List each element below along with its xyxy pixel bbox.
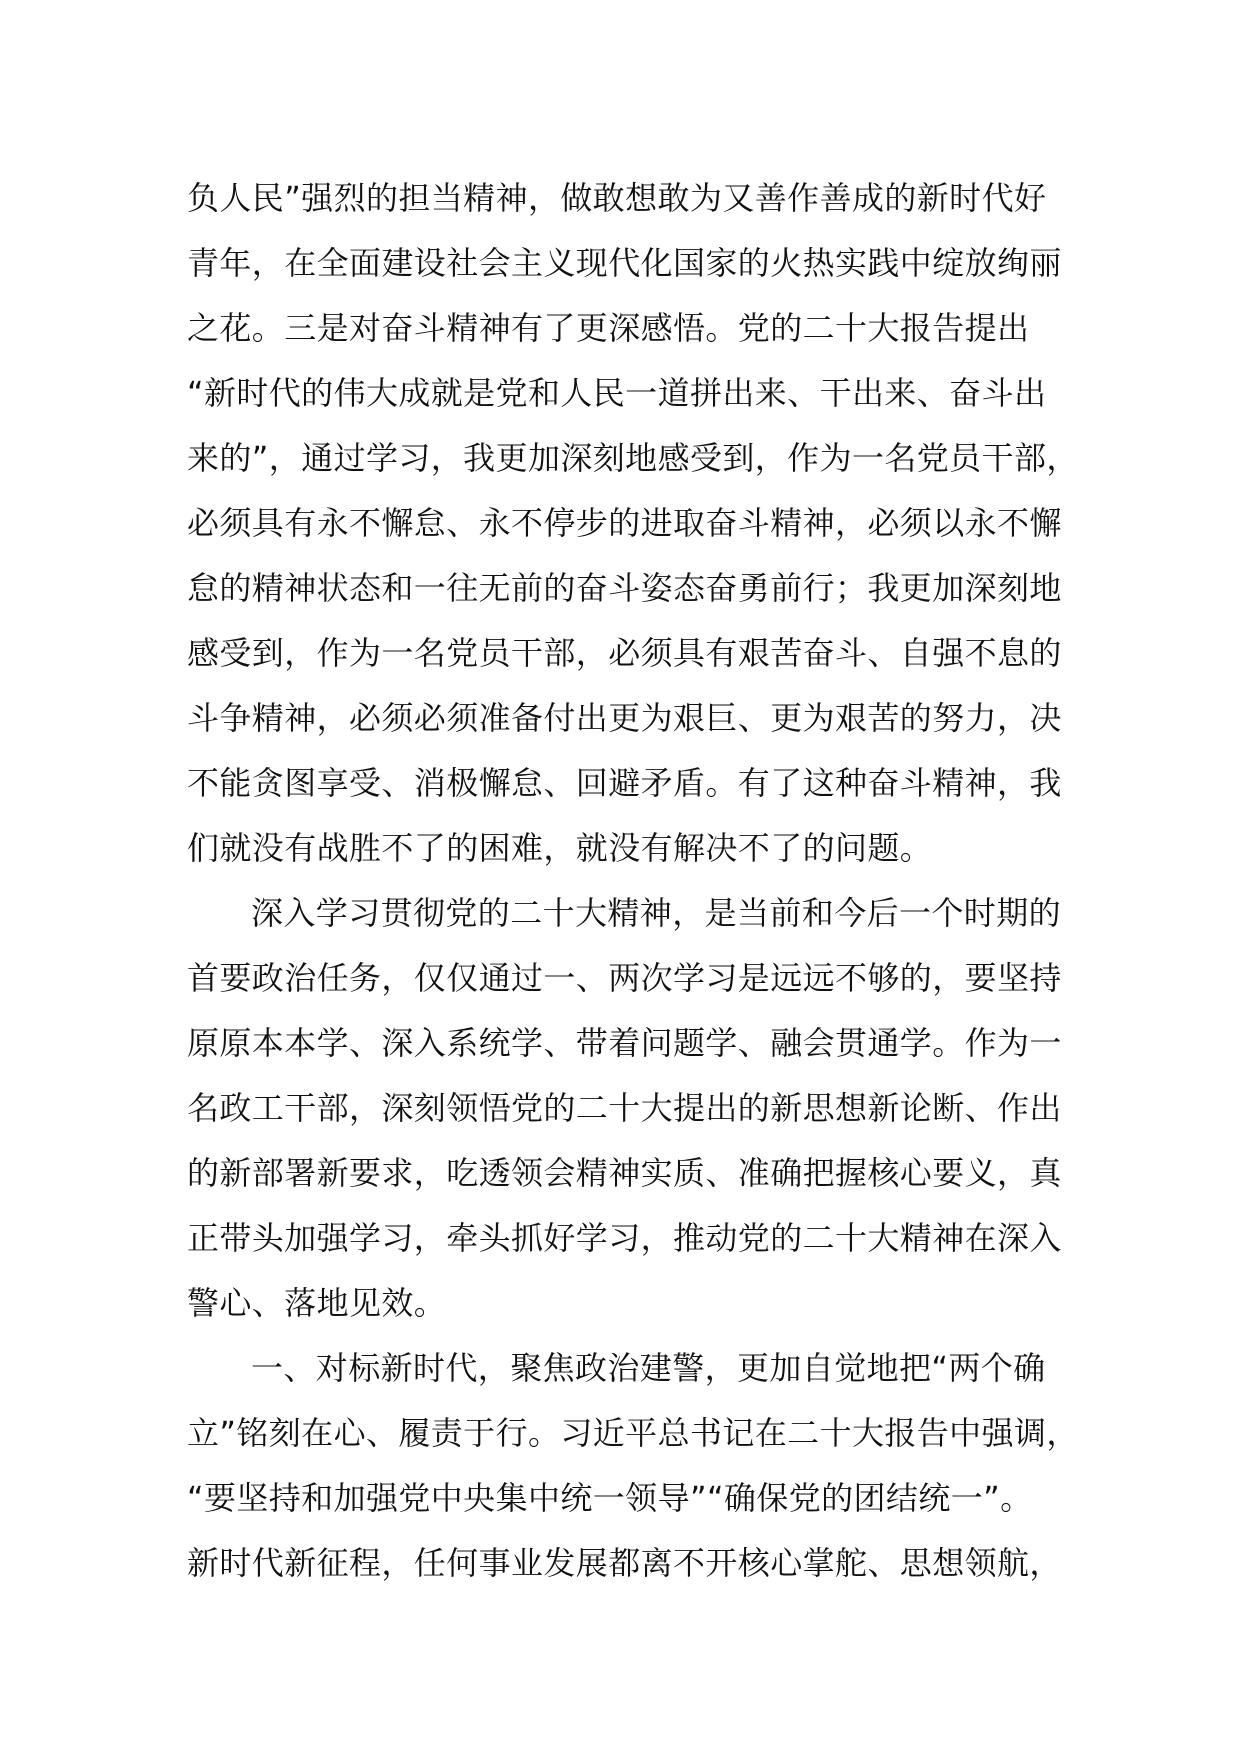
paragraph-first-line: 一、对标新时代，聚焦政治建警，更加自觉地把“两个确: [251, 1349, 1046, 1387]
text-line: 们就没有战胜不了的困难，就没有解决不了的问题。: [187, 829, 933, 867]
text-line: 警心、落地见效。: [187, 1284, 447, 1322]
text-line: 必须具有永不懈怠、永不停步的进取奋斗精神，必须以永不懈: [187, 504, 1062, 542]
text-line: 斗争精神，必须必须准备付出更为艰巨、更为艰苦的努力，决: [187, 699, 1062, 737]
text-line: 之花。三是对奋斗精神有了更深感悟。党的二十大报告提出: [187, 309, 1030, 347]
text-line: 不能贪图享受、消极懈怠、回避矛盾。有了这种奋斗精神，我: [187, 764, 1062, 802]
text-line: 正带头加强学习，牵头抓好学习，推动党的二十大精神在深入: [187, 1219, 1062, 1257]
text-line: 的新部署新要求，吃透领会精神实质、准确把握核心要义，真: [187, 1154, 1062, 1192]
text-line: 名政工干部，深刻领悟党的二十大提出的新思想新论断、作出: [187, 1089, 1062, 1127]
text-line: 感受到，作为一名党员干部，必须具有艰苦奋斗、自强不息的: [187, 634, 1062, 672]
text-line: 首要政治任务，仅仅通过一、两次学习是远远不够的，要坚持: [187, 959, 1062, 997]
text-line: 新时代新征程，任何事业发展都离不开核心掌舵、思想领航，: [187, 1544, 1062, 1582]
text-line: 负人民”强烈的担当精神，做敢想敢为又善作善成的新时代好: [187, 179, 1047, 217]
text-line: “新时代的伟大成就是党和人民一道拼出来、干出来、奋斗出: [187, 374, 1047, 412]
text-line: 原原本本学、深入系统学、带着问题学、融会贯通学。作为一: [187, 1024, 1062, 1062]
paragraph-first-line: 深入学习贯彻党的二十大精神，是当前和今后一个时期的: [251, 894, 1062, 932]
text-line: “要坚持和加强党中央集中统一领导”“确保党的团结统一”。: [187, 1479, 1033, 1517]
text-line: 怠的精神状态和一往无前的奋斗姿态奋勇前行；我更加深刻地: [187, 569, 1062, 607]
body-text: [187, 166, 1077, 1596]
text-line: 来的”，通过学习，我更加深刻地感受到，作为一名党员干部，: [187, 439, 1079, 477]
text-line: 立”铭刻在心、履责于行。习近平总书记在二十大报告中强调，: [187, 1414, 1079, 1452]
text-line: 青年，在全面建设社会主义现代化国家的火热实践中绽放绚丽: [187, 244, 1062, 282]
